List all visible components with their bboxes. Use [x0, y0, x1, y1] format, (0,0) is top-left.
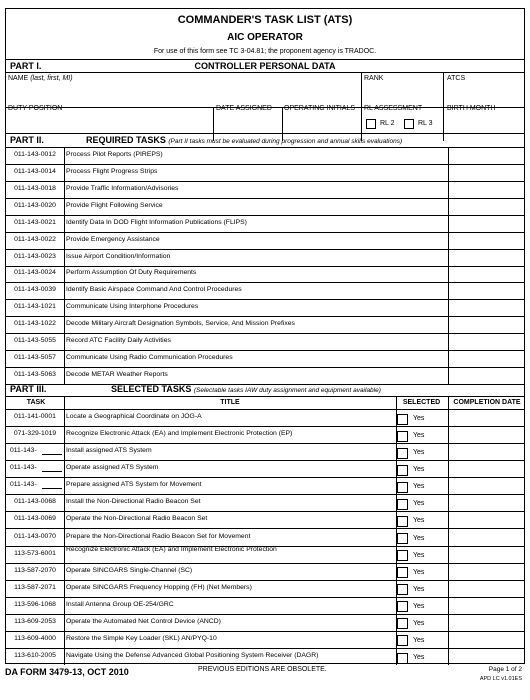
task-number: 011-143-0069 [14, 515, 56, 523]
task-number: 071-329-1019 [13, 430, 57, 438]
divider [6, 133, 524, 134]
task-title: Process Pilot Reports (PIREPS) [66, 150, 163, 158]
task-title: Communicate Using Radio Communication Procedures [66, 354, 233, 362]
task-title: Provide Traffic Information/Advisories [66, 184, 179, 192]
rl3-checkbox[interactable] [404, 119, 414, 129]
yes-label: Yes [413, 517, 425, 525]
task-number: 113-587-2071 [14, 583, 56, 591]
form-title: COMMANDER'S TASK LIST (ATS) [177, 14, 353, 26]
selected-checkbox[interactable] [397, 618, 408, 629]
yes-label: Yes [413, 568, 425, 576]
col-completion-header: COMPLETION DATE [453, 399, 521, 406]
task-title: Record ATC Facility Daily Activities [66, 337, 171, 345]
form-number: DA FORM 3479-13, OCT 2010 [5, 667, 129, 677]
task-title: Operate assigned ATS System [66, 464, 159, 472]
table-row [6, 494, 524, 511]
task-title: Decode METAR Weather Reports [66, 371, 168, 379]
yes-label: Yes [413, 449, 425, 457]
part1-label: PART I. [10, 61, 42, 71]
selected-checkbox[interactable] [397, 516, 408, 527]
task-number: 011-143-5057 [14, 354, 56, 362]
task-number: 011-143- [10, 464, 37, 472]
task-title: Install assigned ATS System [66, 447, 152, 455]
completion-date-field[interactable] [450, 564, 524, 579]
part1-title: CONTROLLER PERSONAL DATA [194, 61, 336, 71]
divider [448, 147, 449, 384]
selected-checkbox[interactable] [397, 448, 408, 459]
task-number: 113-609-2053 [14, 617, 56, 625]
table-row [6, 648, 524, 665]
task-list-form [5, 8, 525, 664]
completion-date-field[interactable] [450, 461, 524, 476]
table-row [6, 477, 524, 494]
previous-editions-notice: PREVIOUS EDITIONS ARE OBSOLETE. [198, 666, 327, 673]
task-number: 011-143-0024 [14, 269, 56, 277]
divider [6, 59, 524, 60]
col-title-header: TITLE [220, 399, 240, 406]
table-row [6, 443, 524, 460]
form-instruction: For use of this form see TC 3-04.81; the proponent agency is TRADOC. [153, 48, 377, 55]
part3-note: (Selectable tasks IAW duty assignment and equipment available) [193, 387, 381, 394]
part2-title-block [86, 135, 402, 145]
completion-date-field[interactable] [450, 495, 524, 510]
task-title: Prepare assigned ATS System for Movement [66, 481, 202, 489]
selected-checkbox[interactable] [397, 567, 408, 578]
completion-date-field[interactable] [450, 267, 524, 282]
table-row [6, 409, 524, 426]
task-title: Process Flight Progress Strips [66, 167, 158, 175]
selected-checkbox[interactable] [397, 414, 408, 425]
yes-label: Yes [413, 619, 425, 627]
table-row [6, 426, 524, 443]
completion-date-field[interactable] [450, 427, 524, 442]
task-number: 011-143-0020 [14, 201, 56, 209]
selected-checkbox[interactable] [397, 653, 408, 664]
completion-date-field[interactable] [450, 165, 524, 180]
completion-date-field[interactable] [450, 300, 524, 315]
date-assigned-label: DATE ASSIGNED [216, 105, 272, 112]
selected-checkbox[interactable] [397, 635, 408, 646]
selected-checkbox[interactable] [397, 499, 408, 510]
name-field[interactable] [7, 85, 359, 105]
divider [443, 72, 444, 107]
task-number-suffix-field[interactable] [42, 488, 62, 489]
part3-title-block [111, 384, 381, 394]
task-number: 011-143-0023 [14, 252, 56, 260]
yes-label: Yes [413, 585, 425, 593]
yes-label: Yes [413, 551, 425, 559]
task-number: 011-143-0014 [14, 167, 56, 175]
name-label: NAME (last, first, MI) [8, 75, 73, 82]
form-subtitle: AIC OPERATOR [227, 32, 303, 43]
part3-label: PART III. [10, 384, 47, 394]
completion-date-field[interactable] [450, 512, 524, 527]
completion-date-field[interactable] [450, 649, 524, 664]
task-title: Identify Data In DOD Flight Information Publications (FLIPS) [66, 218, 247, 226]
divider [396, 396, 397, 665]
table-row [6, 299, 524, 316]
task-number: 113-587-2070 [14, 566, 56, 574]
selected-checkbox[interactable] [397, 584, 408, 595]
table-row [6, 511, 524, 528]
table-row [6, 614, 524, 631]
yes-label: Yes [413, 654, 425, 661]
task-number: 113-610-2005 [14, 652, 56, 659]
divider [6, 72, 524, 73]
selected-checkbox[interactable] [397, 550, 408, 561]
task-number: 011-143- [10, 447, 37, 455]
completion-date-field[interactable] [450, 148, 524, 163]
task-number: 011-143-1021 [14, 303, 56, 311]
divider [361, 72, 362, 107]
selected-checkbox[interactable] [397, 465, 408, 476]
completion-date-field[interactable] [450, 581, 524, 596]
divider [6, 396, 524, 397]
form-version: APD LC v1.01ES [479, 676, 522, 682]
selected-checkbox[interactable] [397, 431, 408, 442]
task-title: Restore the Simple Key Loader (SKL) AN/PYQ-10 [66, 634, 217, 642]
task-number: 011-143- [10, 481, 37, 489]
completion-date-field[interactable] [450, 529, 524, 544]
task-title: Prepare the Non-Directional Radio Beacon Set for Movement [66, 532, 251, 540]
task-title: Issue Airport Condition/Information [66, 252, 171, 260]
task-title: Install the Non-Directional Radio Beacon Set [66, 498, 201, 506]
completion-date-field[interactable] [450, 444, 524, 459]
yes-label: Yes [413, 415, 425, 423]
table-row [6, 198, 524, 215]
atcs-field[interactable] [445, 85, 524, 105]
part2-label: PART II. [10, 135, 44, 145]
yes-label: Yes [413, 432, 425, 440]
completion-date-field[interactable] [450, 317, 524, 332]
selected-checkbox[interactable] [397, 601, 408, 612]
birth-month-label: BIRTH MONTH [447, 105, 496, 112]
rl2-checkbox[interactable] [366, 119, 376, 129]
yes-label: Yes [413, 483, 425, 491]
task-title: Provide Emergency Assistance [66, 235, 160, 243]
page-number: Page 1 of 2 [488, 666, 522, 673]
task-title: Operate SINCGARS Frequency Hopping (FH) (Net Members) [66, 583, 252, 591]
part2-title: REQUIRED TASKS [86, 135, 166, 145]
task-number: 113-596-1068 [14, 600, 56, 608]
selected-checkbox[interactable] [397, 482, 408, 493]
table-row [6, 215, 524, 232]
completion-date-field[interactable] [450, 547, 524, 562]
task-number: 113-609-4000 [14, 634, 56, 642]
birth-month-field[interactable] [445, 115, 524, 139]
task-title: Install Antenna Group OE-254/GRC [66, 600, 174, 608]
task-number: 011-143-0039 [14, 286, 56, 294]
task-number: 011-143-0070 [14, 532, 56, 540]
completion-date-field[interactable] [450, 250, 524, 265]
table-row [6, 232, 524, 249]
table-row [6, 333, 524, 350]
task-title: Operate SINCGARS Single-Channel (SC) [66, 566, 193, 574]
divider [448, 396, 449, 665]
table-row [6, 266, 524, 283]
yes-label: Yes [413, 500, 425, 508]
task-title: Locate a Geographical Coordinate on JOG-A [66, 413, 202, 421]
task-title: Decode Military Aircraft Designation Symbols, Service, And Mission Prefixes [66, 320, 295, 328]
duty-position-label: DUTY POSITION [8, 105, 63, 112]
completion-date-field[interactable] [450, 351, 524, 366]
operating-initials-label: OPERATING INITIALS [284, 105, 356, 112]
task-number: 011-143-0018 [14, 184, 56, 192]
rl3-label: RL 3 [418, 120, 433, 127]
divider [6, 384, 524, 385]
task-title: Provide Flight Following Service [66, 201, 163, 209]
table-row [6, 597, 524, 614]
col-task-header: TASK [26, 399, 46, 406]
yes-label: Yes [413, 534, 425, 542]
name-hint: (last, first, MI) [30, 75, 73, 82]
task-title: Navigate Using the Defense Advanced Global Positioning System Receiver (DAGR) [66, 652, 319, 659]
completion-date-field[interactable] [450, 334, 524, 349]
completion-date-field[interactable] [450, 199, 524, 214]
divider [64, 396, 65, 665]
task-title: Communicate Using Interphone Procedures [66, 303, 199, 311]
completion-date-field[interactable] [450, 368, 524, 383]
col-selected-header: SELECTED [402, 399, 441, 406]
task-number: 011-143-5063 [14, 371, 56, 379]
table-row [6, 147, 524, 164]
completion-date-field[interactable] [450, 598, 524, 613]
task-number: 011-141-0001 [14, 413, 56, 421]
table-row [6, 563, 524, 580]
task-title: Perform Assumption Of Duty Requirements [66, 269, 197, 277]
table-row [6, 546, 524, 563]
table-row [6, 350, 524, 367]
completion-date-field[interactable] [450, 233, 524, 248]
completion-date-field[interactable] [450, 182, 524, 197]
part2-note: (Part II tasks must be evaluated during progression and annual skills evaluations) [168, 138, 403, 145]
table-row [6, 249, 524, 266]
rank-label: RANK [364, 75, 384, 82]
atcs-label: ATCS [447, 75, 466, 82]
table-row [6, 316, 524, 333]
table-row [6, 460, 524, 477]
task-number: 011-143-1022 [14, 320, 56, 328]
table-row [6, 367, 524, 384]
task-title: Recognize Electronic Attack (EA) and Implement Electronic Protection (EP) [66, 430, 293, 438]
divider [64, 147, 65, 384]
table-row [6, 528, 524, 545]
task-number: 113-573-6001 [14, 549, 56, 557]
task-title: Operate the Automated Net Control Device (ANCD) [66, 617, 221, 625]
task-number: 011-143-5055 [14, 337, 56, 345]
task-title: Operate the Non-Directional Radio Beacon Set [66, 515, 208, 523]
rl2-label: RL 2 [380, 120, 395, 127]
rl-assessment-label: RL ASSESSMENT [364, 105, 423, 112]
table-row [6, 282, 524, 299]
completion-date-field[interactable] [450, 632, 524, 647]
table-row [6, 580, 524, 597]
table-row [6, 164, 524, 181]
task-number-suffix-field[interactable] [42, 471, 62, 472]
rank-field[interactable] [363, 85, 441, 105]
table-row [6, 631, 524, 648]
completion-date-field[interactable] [450, 216, 524, 231]
task-number: 011-143-0022 [14, 235, 56, 243]
task-title: Recognize Electronic Attack (EA) and Implement Electronic Protection [66, 546, 277, 554]
divider [443, 107, 444, 141]
yes-label: Yes [413, 636, 425, 644]
task-number: 011-143-0068 [14, 498, 56, 506]
completion-date-field[interactable] [450, 478, 524, 493]
completion-date-field[interactable] [450, 410, 524, 425]
task-number: 011-143-0012 [14, 150, 56, 158]
table-row [6, 181, 524, 198]
completion-date-field[interactable] [450, 283, 524, 298]
task-number: 011-143-0021 [14, 218, 56, 226]
selected-checkbox[interactable] [397, 533, 408, 544]
task-number-suffix-field[interactable] [42, 454, 62, 455]
completion-date-field[interactable] [450, 615, 524, 630]
task-title: Identify Basic Airspace Command And Control Procedures [66, 286, 242, 294]
part3-title: SELECTED TASKS [111, 384, 192, 394]
yes-label: Yes [413, 602, 425, 610]
yes-label: Yes [413, 466, 425, 474]
